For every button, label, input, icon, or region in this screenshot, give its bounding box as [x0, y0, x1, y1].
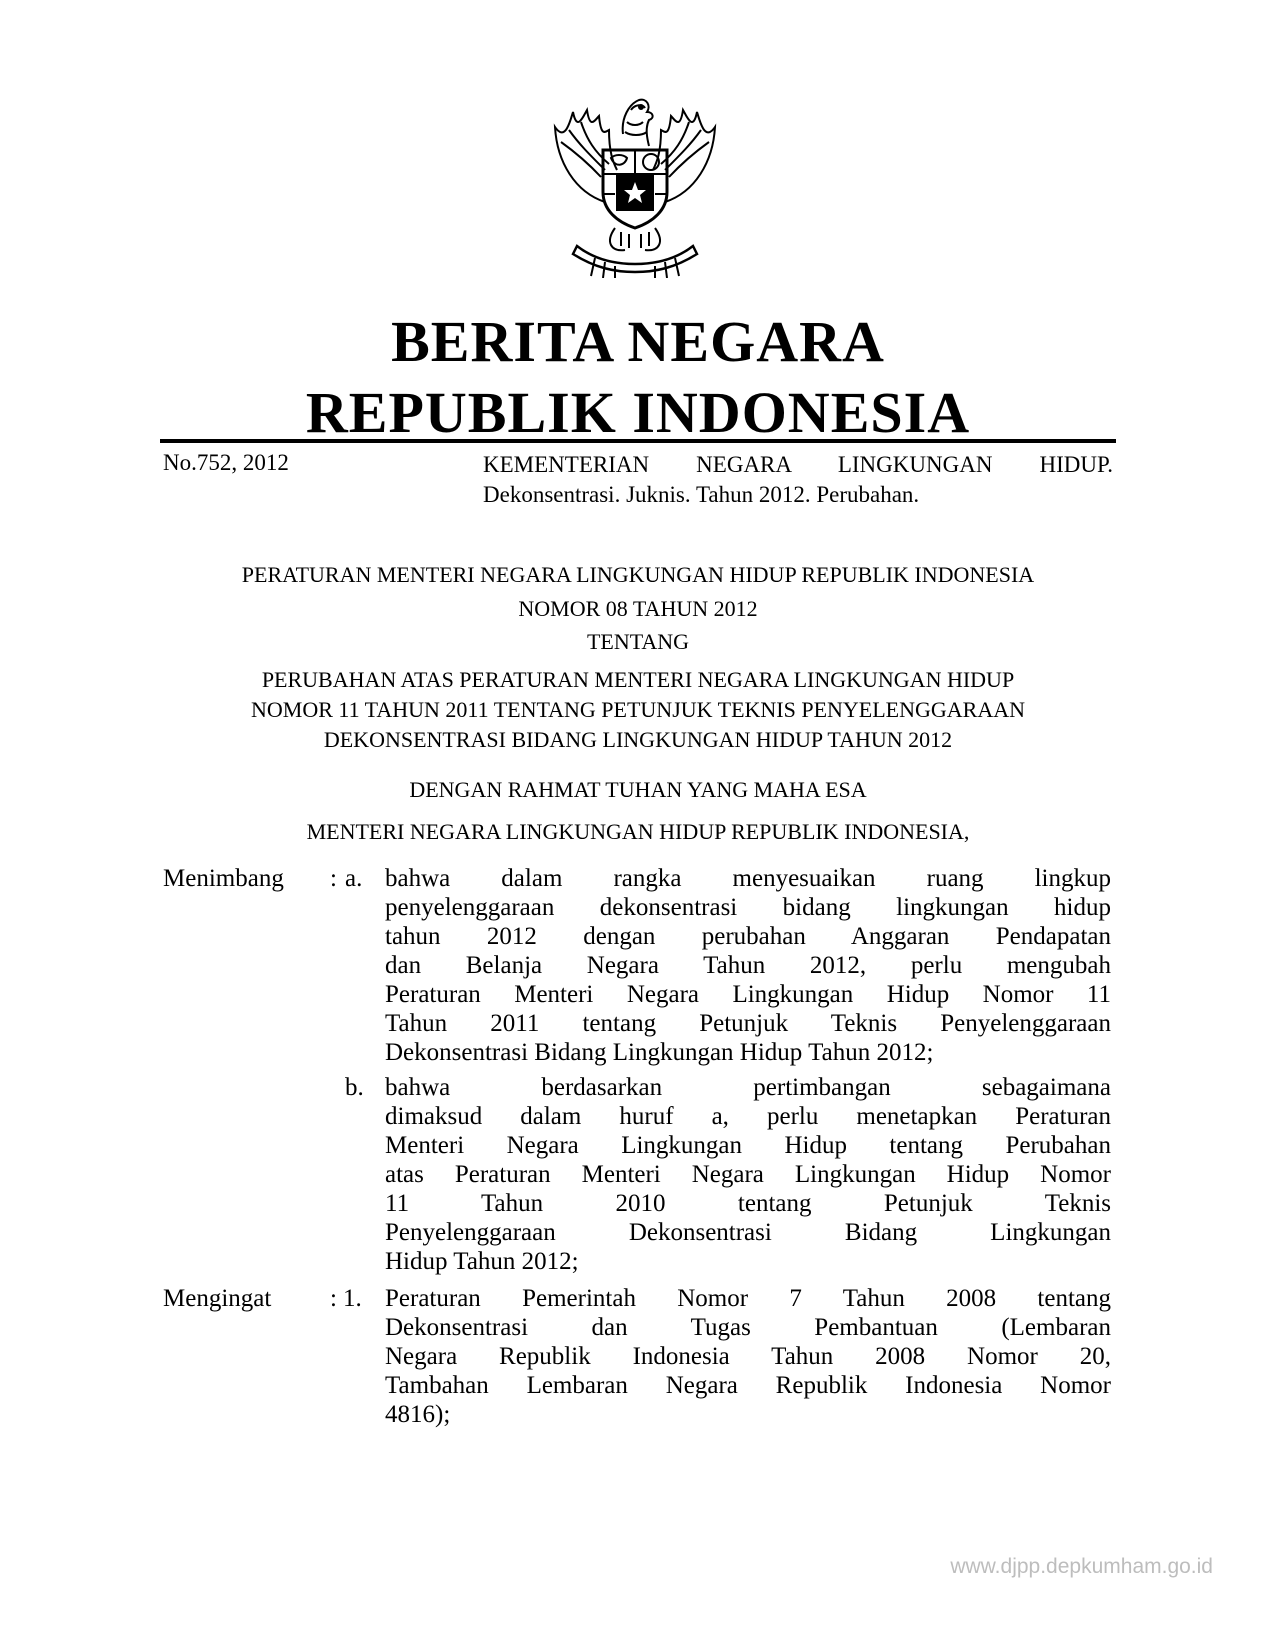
recalling-item-line: Dekonsentrasi dan Tugas Pembantuan (Lembaran [385, 1314, 1111, 1341]
recalling-item-marker: 1. [343, 1285, 362, 1312]
considering-item-line: 11 Tahun 2010 tentang Petunjuk Teknis [385, 1190, 1111, 1217]
issue-topic-line: KEMENTERIAN NEGARA LINGKUNGAN HIDUP. [483, 452, 1113, 477]
regulation-subject-line: NOMOR 11 TAHUN 2011 TENTANG PETUNJUK TEKNIS PENYELENGGARAAN [251, 697, 1025, 722]
footer-watermark: www.djpp.depkumham.go.id [950, 1555, 1213, 1578]
regulation-subject-line: PERUBAHAN ATAS PERATURAN MENTERI NEGARA LINGKUNGAN HIDUP [261, 667, 1015, 692]
recalling-label: Mengingat [163, 1285, 272, 1312]
considering-item-line: atas Peraturan Menteri Negara Lingkungan Hidup Nomor [385, 1161, 1111, 1188]
regulation-title: PERATURAN MENTERI NEGARA LINGKUNGAN HIDUP REPUBLIK INDONESIA [241, 562, 1035, 587]
masthead-title-line2: REPUBLIK INDONESIA [305, 380, 971, 445]
masthead-title-line1: BERITA NEGARA [391, 309, 885, 374]
considering-item-a [385, 864, 1111, 1067]
considering-item-marker: b. [345, 1074, 364, 1101]
considering-item-marker: a. [345, 865, 363, 892]
considering-item-line: Dekonsentrasi Bidang Lingkungan Hidup Tahun 2012; [385, 1039, 934, 1066]
issue-topic [483, 450, 1113, 510]
considering-item-b [385, 1073, 1111, 1276]
regulation-subject [160, 665, 1116, 755]
considering-item-line: Tahun 2011 tentang Petunjuk Teknis Penyelenggaraan [385, 1010, 1111, 1037]
considering-item-line: bahwa berdasarkan pertimbangan sebagaimana [385, 1074, 1111, 1101]
considering-label: Menimbang [163, 865, 284, 892]
considering-item-line: tahun 2012 dengan perubahan Anggaran Pendapatan [385, 923, 1111, 950]
recalling-item-line: 4816); [385, 1401, 451, 1428]
regulation-authority: MENTERI NEGARA LINGKUNGAN HIDUP REPUBLIK INDONESIA, [306, 819, 970, 844]
considering-item-line: bahwa dalam rangka menyesuaikan ruang lingkup [385, 865, 1111, 892]
issue-number: No.752, 2012 [163, 450, 289, 475]
garuda-pancasila-emblem-icon [535, 82, 735, 278]
considering-item-line: Peraturan Menteri Negara Lingkungan Hidup Nomor 11 [385, 981, 1111, 1008]
recalling-item-1 [385, 1284, 1111, 1429]
recalling-item-line: Negara Republik Indonesia Tahun 2008 Nomor 20, [385, 1343, 1111, 1370]
considering-item-line: Menteri Negara Lingkungan Hidup tentang Perubahan [385, 1132, 1111, 1159]
considering-item-line: penyelenggaraan dekonsentrasi bidang lingkungan hidup [385, 894, 1111, 921]
considering-item-line: dimaksud dalam huruf a, perlu menetapkan Peraturan [385, 1103, 1111, 1130]
recalling-item-line: Tambahan Lembaran Negara Republik Indonesia Nomor [385, 1372, 1111, 1399]
recalling-item-line: Peraturan Pemerintah Nomor 7 Tahun 2008 tentang [385, 1285, 1111, 1312]
considering-colon: : [330, 865, 337, 892]
regulation-number: NOMOR 08 TAHUN 2012 [518, 596, 758, 621]
recalling-colon: : [330, 1285, 337, 1312]
regulation-about: TENTANG [586, 629, 690, 654]
considering-item-line: Penyelenggaraan Dekonsentrasi Bidang Lingkungan [385, 1219, 1111, 1246]
issue-topic-line: Dekonsentrasi. Juknis. Tahun 2012. Perubahan. [483, 482, 920, 507]
regulation-preamble: DENGAN RAHMAT TUHAN YANG MAHA ESA [409, 777, 867, 802]
regulation-subject-line: DEKONSENTRASI BIDANG LINGKUNGAN HIDUP TAHUN 2012 [323, 727, 953, 752]
considering-item-line: dan Belanja Negara Tahun 2012, perlu mengubah [385, 952, 1111, 979]
considering-item-line: Hidup Tahun 2012; [385, 1248, 579, 1275]
masthead-rule [160, 439, 1116, 443]
